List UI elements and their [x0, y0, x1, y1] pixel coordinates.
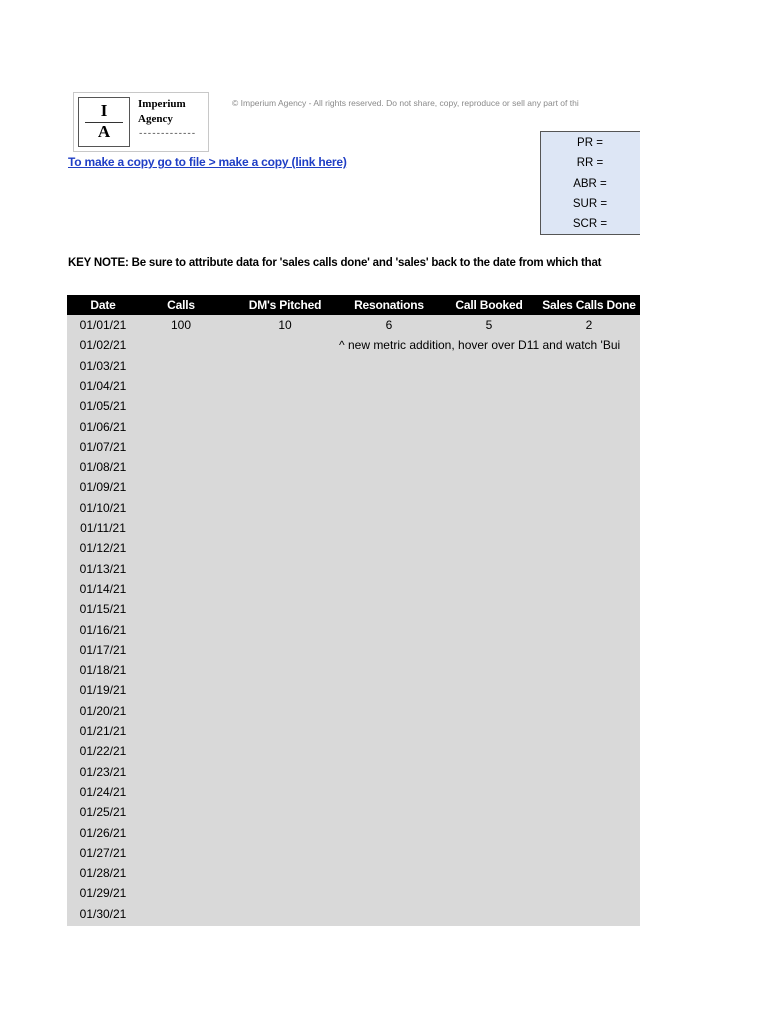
date-cell[interactable]: 01/03/21 — [79, 358, 127, 373]
table-row — [67, 680, 640, 700]
logo-letter-i: I — [100, 101, 108, 120]
table-row — [67, 417, 640, 437]
metric-addition-note[interactable]: ^ new metric addition, hover over D11 and watch 'Bui — [339, 338, 621, 353]
metric-sur[interactable]: SUR = — [572, 198, 608, 210]
metric-rr[interactable]: RR = — [576, 157, 604, 169]
date-cell[interactable]: 01/17/21 — [79, 642, 127, 657]
date-cell[interactable]: 01/23/21 — [79, 764, 127, 779]
date-cell[interactable]: 01/16/21 — [79, 622, 127, 637]
metric-abr[interactable]: ABR = — [573, 178, 607, 190]
table-row — [67, 477, 640, 497]
date-cell[interactable]: 01/10/21 — [79, 500, 127, 515]
date-cell[interactable]: 01/25/21 — [79, 805, 127, 820]
table-row — [67, 579, 640, 599]
call-booked-cell[interactable]: 5 — [485, 318, 493, 332]
date-cell[interactable]: 01/15/21 — [79, 602, 127, 617]
table-row — [67, 741, 640, 761]
header-dms-pitched[interactable]: DM's Pitched — [248, 298, 322, 312]
table-header-row — [67, 295, 640, 315]
imperium-agency-logo — [73, 92, 209, 152]
table-row — [67, 823, 640, 843]
date-cell[interactable]: 01/12/21 — [79, 541, 127, 556]
logo-name-line2: Agency — [138, 113, 173, 125]
date-cell[interactable]: 01/19/21 — [79, 683, 127, 698]
table-row — [67, 701, 640, 721]
table-row — [67, 518, 640, 538]
table-row — [67, 538, 640, 558]
table-body — [67, 315, 640, 926]
table-row — [67, 843, 640, 863]
table-row — [67, 335, 640, 355]
date-cell[interactable]: 01/20/21 — [79, 703, 127, 718]
calls-cell[interactable]: 100 — [170, 318, 192, 332]
table-row — [67, 457, 640, 477]
table-row — [67, 904, 640, 924]
date-cell[interactable]: 01/09/21 — [79, 480, 127, 495]
sales-calls-done-cell[interactable]: 2 — [585, 318, 593, 332]
table-row — [67, 498, 640, 518]
date-cell[interactable]: 01/21/21 — [79, 724, 127, 738]
date-cell[interactable]: 01/07/21 — [79, 439, 127, 454]
date-cell[interactable]: 01/08/21 — [79, 460, 127, 475]
table-row — [67, 863, 640, 883]
table-row — [67, 802, 640, 822]
header-call-booked[interactable]: Call Booked — [455, 298, 523, 312]
date-cell[interactable]: 01/04/21 — [79, 378, 127, 393]
table-row — [67, 883, 640, 903]
date-cell[interactable]: 01/13/21 — [79, 561, 127, 576]
logo-letter-a: A — [97, 122, 111, 141]
header-resonations[interactable]: Resonations — [354, 298, 424, 312]
logo-dashes: ------------- — [138, 129, 196, 139]
date-cell[interactable]: 01/05/21 — [79, 399, 127, 414]
date-cell[interactable]: 01/01/21 — [79, 318, 127, 332]
table-row — [67, 640, 640, 660]
date-cell[interactable]: 01/14/21 — [79, 581, 127, 596]
date-cell[interactable]: 01/26/21 — [79, 825, 127, 840]
date-cell[interactable]: 01/29/21 — [79, 886, 127, 901]
table-row — [67, 315, 640, 335]
date-cell[interactable]: 01/06/21 — [79, 419, 127, 434]
table-row — [67, 356, 640, 376]
header-calls[interactable]: Calls — [167, 298, 195, 312]
key-note: KEY NOTE: Be sure to attribute data for 'sales calls done' and 'sales' back to the date from which that — [68, 257, 602, 269]
date-cell[interactable]: 01/02/21 — [79, 338, 127, 353]
date-cell[interactable]: 01/11/21 — [80, 521, 126, 535]
date-cell[interactable]: 01/24/21 — [79, 784, 127, 799]
table-row — [67, 599, 640, 619]
date-cell[interactable]: 01/30/21 — [79, 906, 127, 921]
logo-name-line1: Imperium — [138, 98, 186, 110]
make-a-copy-link[interactable]: To make a copy go to file > make a copy (link here) — [68, 155, 347, 169]
copyright-notice: © Imperium Agency - All rights reserved. Do not share, copy, reproduce or sell any part of thi — [232, 98, 579, 108]
metrics-summary-box — [540, 131, 640, 235]
metric-scr[interactable]: SCR = — [572, 218, 608, 230]
logo-monogram — [78, 97, 130, 147]
dms-pitched-cell[interactable]: 10 — [278, 318, 292, 332]
table-row — [67, 721, 640, 741]
table-row — [67, 782, 640, 802]
table-row — [67, 376, 640, 396]
metric-pr[interactable]: PR = — [577, 137, 603, 149]
table-row — [67, 660, 640, 680]
table-row — [67, 396, 640, 416]
table-row — [67, 762, 640, 782]
logo-wordmark — [138, 97, 206, 127]
table-row — [67, 559, 640, 579]
resonations-cell[interactable]: 6 — [385, 318, 393, 332]
header-sales-calls-done[interactable]: Sales Calls Done — [542, 298, 636, 312]
table-row — [67, 437, 640, 457]
date-cell[interactable]: 01/18/21 — [79, 663, 127, 678]
date-cell[interactable]: 01/22/21 — [79, 744, 127, 759]
date-cell[interactable]: 01/28/21 — [79, 866, 127, 881]
header-date[interactable]: Date — [90, 298, 116, 312]
date-cell[interactable]: 01/27/21 — [79, 845, 127, 860]
table-row — [67, 620, 640, 640]
sales-tracking-table — [67, 295, 640, 926]
